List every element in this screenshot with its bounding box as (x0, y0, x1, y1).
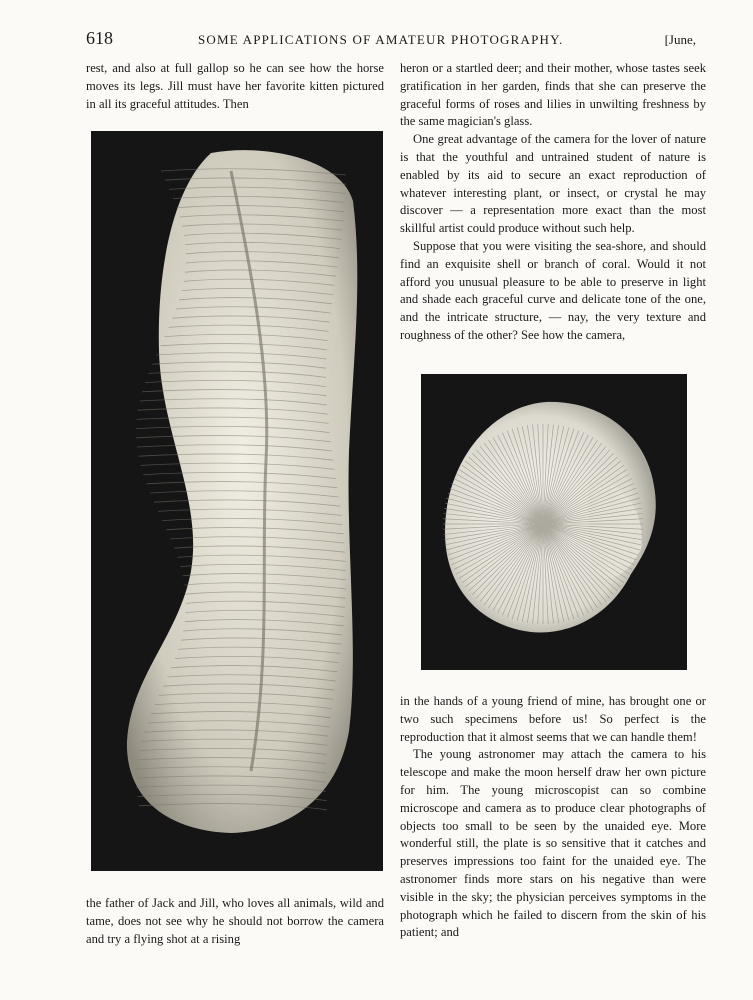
mushroom-coral-illustration (421, 374, 687, 670)
paragraph: The young astronomer may attach the camera to his telescope and make the moon herself draw her own picture for him. The young microscopist can so combine microscope and camera as to produce clear photographs of objects too small to be seen by the unaided eye. More wonderful still, the plate is so sensitive that it catches and preserves impressions too faint for the unaided eye. The astronomer finds more stars on his negative than were visible in the sky; the physician perceives symptoms in the photograph which he failed to discern from the skin of his patient; and (400, 747, 706, 940)
paragraph: Suppose that you were visiting the sea-shore, and should find an exquisite shell or branch of coral. Would it not afford you unusual pleasure to be able to preserve in light and shade each graceful curve and delicate tone of the one, and the intricate structure, — nay, the very texture and roughness of the other? See how the camera, (400, 238, 706, 342)
running-title: SOME APPLICATIONS OF AMATEUR PHOTOGRAPHY. (198, 32, 564, 47)
page-header (86, 28, 696, 50)
coral-branch-photograph (91, 131, 383, 871)
right-column-bottom-text (400, 693, 706, 942)
left-column-top-text (86, 60, 384, 113)
coral-branch-illustration (91, 131, 383, 871)
left-column-bottom-text (86, 895, 384, 948)
paragraph: One great advantage of the camera for the lover of nature is that the youthful and untrained student of nature is enabled by its aid to secure an exact reproduction of whatever interesting plant, or insect, or crystal he may discover — a representation more exact than the most skillful artist could produce without such help. (400, 132, 706, 236)
right-column-top-text (400, 60, 706, 345)
paragraph: the father of Jack and Jill, who loves all animals, wild and tame, does not see why he should not borrow the camera and try a flying shot at a rising (86, 896, 384, 946)
mushroom-coral-photograph (421, 374, 687, 670)
paragraph: in the hands of a young friend of mine, has brought one or two such specimens before us! So perfect is the reproduction that it almost seems that we can handle them! (400, 694, 706, 744)
issue-month: [June, (664, 32, 696, 47)
page-number: 618 (86, 28, 113, 48)
paragraph: heron or a startled deer; and their mother, whose tastes seek gratification in her garden, finds that she can preserve the graceful forms of roses and lilies in unwilting freshness by the same magician's glass. (400, 61, 706, 129)
paragraph: rest, and also at full gallop so he can see how the horse moves its legs. Jill must have her favorite kitten pictured in all its graceful attitudes. Then (86, 61, 384, 111)
